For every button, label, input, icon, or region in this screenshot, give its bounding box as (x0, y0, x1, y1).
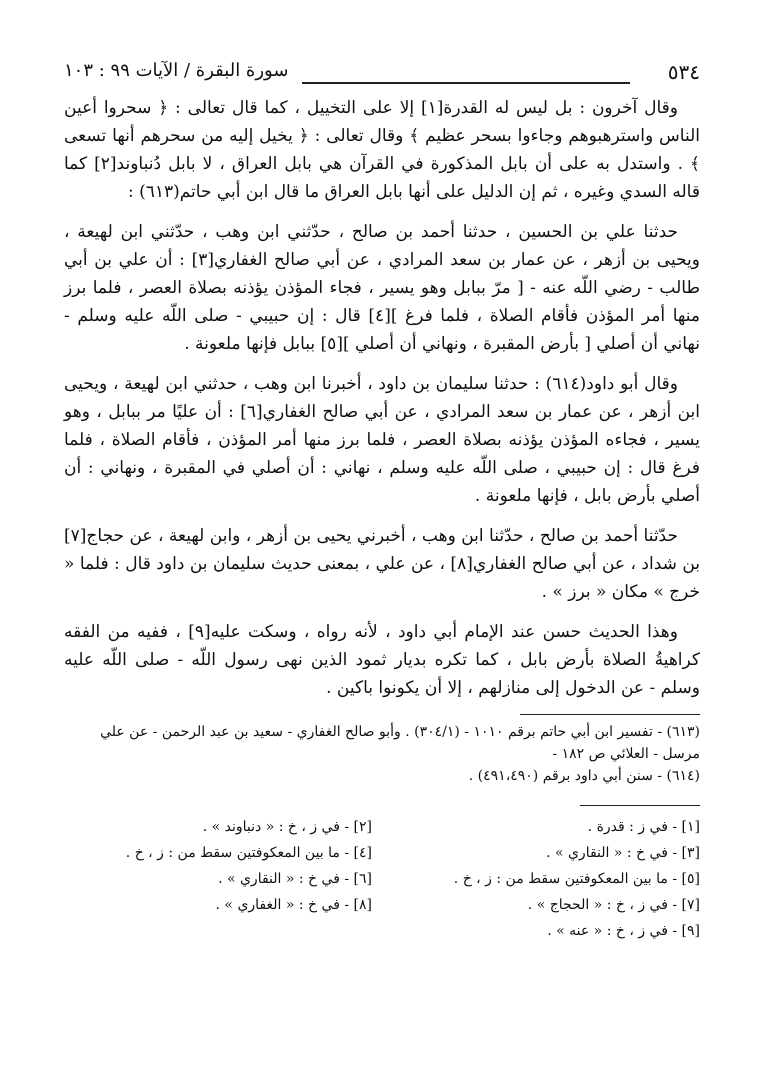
header-rule (302, 82, 630, 84)
paragraph: وقال آخرون : بل ليس له القدرة[١] إلا على التخييل ، كما قال تعالى : ﴿ سحروا أعين الناس واسترهبوهم وجاءوا بسحر عظيم ﴾ وقال تعالى : ﴿ يخيل إليه من سحرهم أنها تسعى ﴾ . واستدل به على أن بابل المذكورة في القرآن هي بابل العراق ، لا بابل دُنباوند[٢] كما قاله السدي وغيره ، ثم إن الدليل على أنها بابل العراق ما قال ابن أبي حاتم(٦١٣) : (64, 98, 700, 202)
variant-note: [٩] - في ز ، خ : « عنه » . (547, 923, 700, 939)
paragraph: وقال أبو داود(٦١٤) : حدثنا سليمان بن داود ، أخبرنا ابن وهب ، حدثني ابن لهيعة ، ويحيى ابن أزهر ، عن عمار بن سعد المرادي ، عن أبي صالح الغفاري[٦] : أن عليًا مر ببابل ، وهو يسير ، فجاءه المؤذن يؤذنه بصلاة العصر ، فلما برز منها أمر المؤذن ، فأقام الصلاة ، فلما فرغ قال : إن حبيبي ، صلى اللّه عليه وسلم ، نهاني : أن أصلي في المقبرة ، ونهاني : أن أصلي بأرض بابل ، فإنها ملعونة . (64, 374, 700, 506)
main-text (64, 94, 700, 702)
footnote: (٦١٣) - تفسير ابن أبي حاتم برقم ١٠١٠ - (٣٠٤/١) . وأبو صالح الغفاري - سعيد بن عبد الرحمن - عن علي مرسل - العلائي ص ١٨٢ - (100, 724, 700, 762)
variants-rule (580, 805, 700, 806)
footnotes (64, 721, 700, 787)
variant-note: [٦] - في خ : « النقاري » . (218, 871, 372, 887)
surah-reference: سورة البقرة / الآيات ٩٩ : ١٠٣ (64, 60, 289, 81)
paragraph: وهذا الحديث حسن عند الإمام أبي داود ، لأنه رواه ، وسكت عليه[٩] ، ففيه من الفقه كراهيةُ الصلاة بأرض بابل ، كما تكره بديار ثمود الذين نهى رسول اللّه - صلى اللّه عليه وسلم - عن الدخول إلى منازلهم ، إلا أن يكونوا باكين . (64, 622, 700, 698)
variant-note: [٤] - ما بين المعكوفتين سقط من : ز ، خ . (125, 845, 372, 861)
variant-readings (64, 814, 700, 944)
variant-note: [٢] - في ز ، خ : « دنباوند » . (202, 819, 372, 835)
variant-note: [٣] - في خ : « النقاري » . (546, 845, 700, 861)
page-header (64, 60, 700, 94)
variant-note: [٥] - ما بين المعكوفتين سقط من : ز ، خ . (453, 871, 700, 887)
paragraph: حدثنا علي بن الحسين ، حدثنا أحمد بن صالح ، حدّثني ابن وهب ، حدّثني ابن لهيعة ، ويحيى بن أزهر ، عن عمار بن سعد المرادي ، عن أبي صالح الغفاري[٣] : أن علي بن أبي طالب - رضي اللّه عنه - [ مرّ ببابل وهو يسير ، فجاء المؤذن يؤذنه بصلاة العصر ، فلما برز منها أمر المؤذن فأقام الصلاة ، فلما فرغ ][٤] قال : إن حبيبي - صلى اللّه عليه وسلم - نهاني أن أصلي [ بأرض المقبرة ، ونهاني أن أصلي ][٥] ببابل فإنها ملعونة . (64, 222, 701, 354)
variant-note: [٧] - في ز ، خ : « الحجاج » . (527, 897, 700, 913)
footnote: (٦١٤) - سنن أبي داود برقم (٤٩١،٤٩٠) . (468, 768, 700, 784)
paragraph: حدّثنا أحمد بن صالح ، حدّثنا ابن وهب ، أخبرني يحيى بن أزهر ، وابن لهيعة ، عن حجاج[٧] بن شداد ، عن أبي صالح الغفاري[٨] ، عن علي ، بمعنى حديث سليمان بن داود قال : فلما « خرج » مكان « برز » . (64, 526, 700, 602)
page-number: ٥٣٤ (667, 60, 700, 84)
page (64, 60, 700, 944)
variant-note: [٨] - في خ : « الغفاري » . (215, 897, 372, 913)
variant-note: [١] - في ز : قدرة . (587, 819, 700, 835)
footnote-rule (520, 714, 700, 715)
